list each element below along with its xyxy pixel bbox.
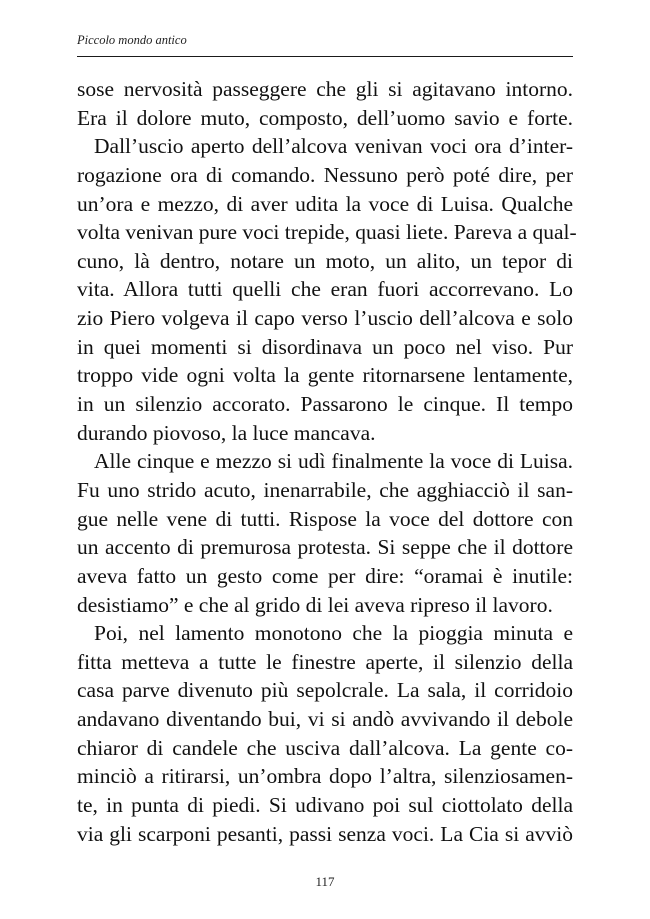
text-line: Dall’uscio aperto dell’alcova venivan voci ora d’inter- (94, 134, 573, 159)
text-line: rogazione ora di comando. Nessuno però poté dire, per (77, 162, 573, 187)
page-number: 117 (315, 874, 335, 889)
text-line: Era il dolore muto, composto, dell’uomo savio e forte. (77, 105, 573, 130)
text-line: zio Piero volgeva il capo verso l’uscio dell’alcova e solo (77, 306, 573, 331)
text-line: casa parve divenuto più sepolcrale. La sala, il corridoio (77, 678, 573, 703)
running-head-title: Piccolo mondo antico (77, 33, 187, 47)
text-line: Poi, nel lamento monotono che la pioggia minuta e (94, 621, 573, 646)
text-line: gue nelle vene di tutti. Rispose la voce del dottore con (77, 506, 573, 531)
text-line: sose nervosità passeggere che gli si agitavano intorno. (77, 77, 573, 101)
text-line: desistiamo” e che al grido di lei aveva ripreso il lavoro. (77, 592, 553, 617)
text-line: durando piovoso, la luce mancava. (77, 420, 376, 445)
text-line: cuno, là dentro, notare un moto, un alito, un tepor di (77, 248, 573, 273)
text-line: in un silenzio accorato. Passarono le cinque. Il tempo (77, 392, 573, 417)
text-line: volta venivan pure voci trepide, quasi liete. Pareva a qual- (77, 220, 577, 245)
text-line: fitta metteva a tutte le finestre aperte, il silenzio della (77, 649, 573, 674)
text-line: via gli scarponi pesanti, passi senza voci. La Cia si avviò (77, 821, 573, 846)
text-line: Alle cinque e mezzo si udì finalmente la voce di Luisa. (94, 449, 573, 474)
text-line: Fu uno strido acuto, inenarrabile, che agghiacciò il san- (77, 477, 573, 502)
text-line: un accento di premurosa protesta. Si seppe che il dottore (77, 535, 573, 560)
text-line: chiaror di candele che usciva dall’alcova. La gente co- (77, 735, 573, 760)
text-line: un’ora e mezzo, di aver udita la voce di Luisa. Qualche (77, 191, 573, 216)
body-text (77, 75, 577, 848)
text-line: andavano diventando bui, vi si andò avvivando il debole (77, 707, 573, 732)
text-line: te, in punta di piedi. Si udivano poi sul ciottolato della (77, 793, 573, 818)
text-line: aveva fatto un gesto come per dire: “oramai è inutile: (77, 563, 573, 588)
text-line: minciò a ritirarsi, un’ombra dopo l’altra, silenziosamen- (77, 764, 573, 789)
header-rule (77, 56, 573, 57)
text-line: in quei momenti si disordinava un poco nel viso. Pur (77, 334, 573, 359)
text-line: troppo vide ogni volta la gente ritornarsene lentamente, (77, 363, 573, 388)
text-line: vita. Allora tutti quelli che eran fuori accorrevano. Lo (77, 277, 573, 302)
